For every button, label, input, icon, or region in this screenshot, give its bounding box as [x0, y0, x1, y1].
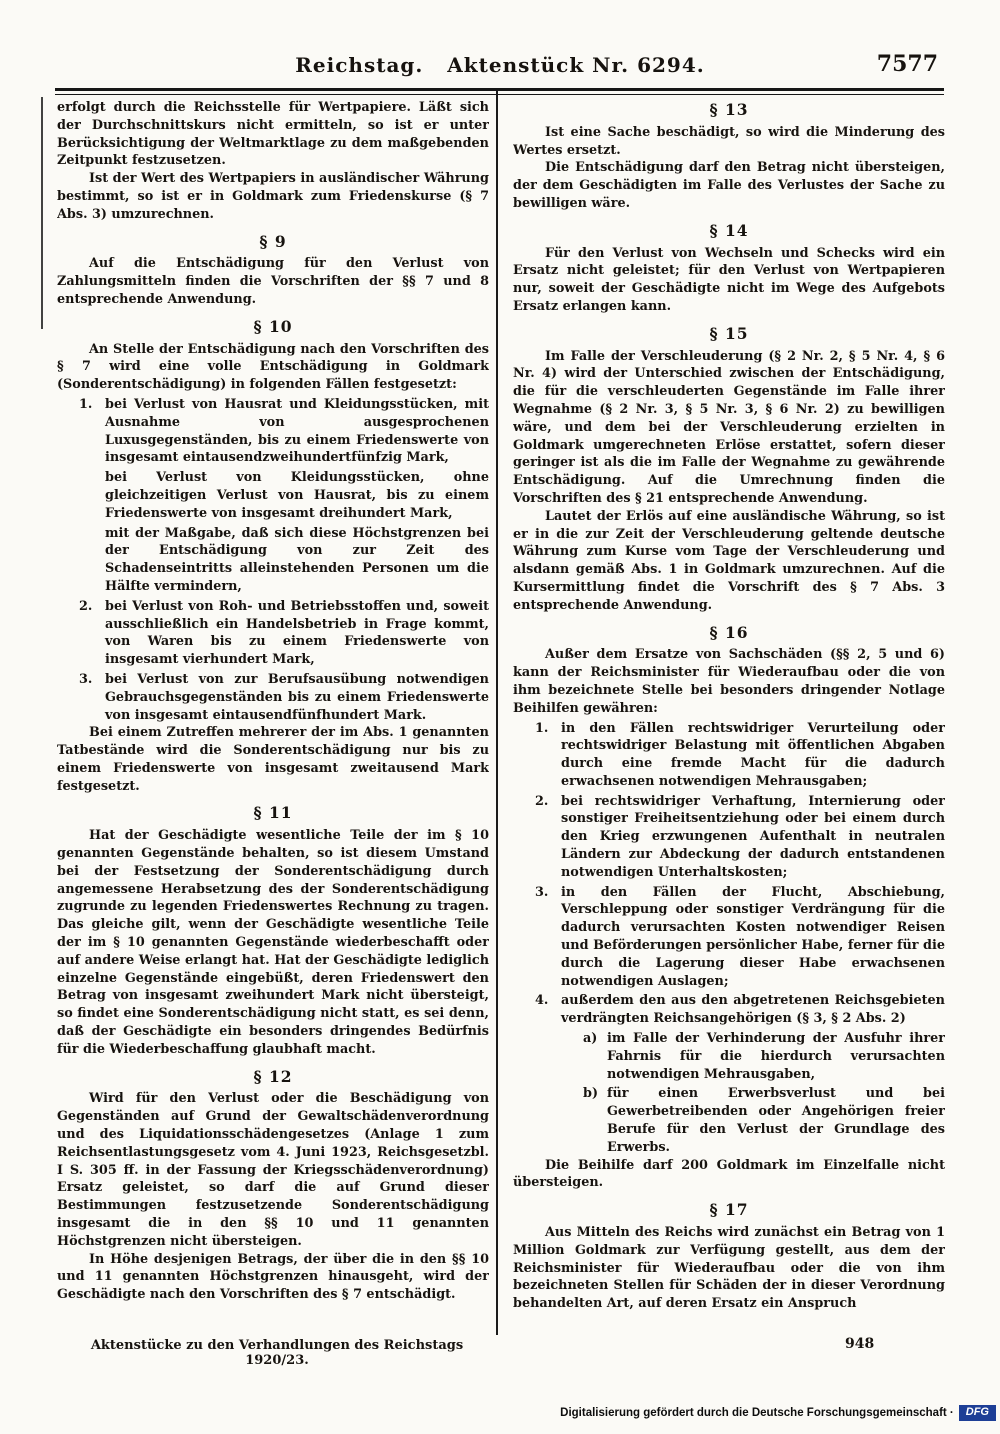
sub-list-marker: a)	[583, 1031, 598, 1047]
list-marker: 2.	[535, 793, 549, 809]
list-item-text: bei Verlust von Roh- und Betriebsstoffen und, soweit ausschließlich ein Handelsbetrieb in Frage kommt, von Waren bis zu einem Friedenswerte von insgesamt vierhundert Mark,	[105, 598, 489, 668]
paragraph-continuation: erfolgt durch die Reichsstelle für Wertpapiere. Läßt sich der Durchschnittskurs nicht ermitteln, so ist er unter Berücksichtigung der Weltmarktlage zu dem maßgebenden Zeitpunkt festzusetzen.	[57, 100, 489, 169]
list-item	[513, 992, 945, 1028]
footer-sheet-number: 948	[845, 1336, 875, 1352]
section-heading-17: § 17	[709, 1200, 749, 1220]
list-subparagraph: mit der Maßgabe, daß sich diese Höchstgrenzen bei der Entschädigung von zur Zeit des Schadenseintritts alleinstehenden Personen um die Hälfte vermindern,	[105, 525, 489, 594]
section-heading-15: § 15	[709, 323, 749, 343]
section-heading-12: § 12	[253, 1066, 293, 1086]
header-double-rule	[55, 88, 944, 95]
paragraph: Ist der Wert des Wertpapiers in ausländischer Währung bestimmt, so ist er in Goldmark zum Friedenskurse (§ 7 Abs. 3) umzurechnen.	[57, 171, 489, 222]
paragraph: An Stelle der Entschädigung nach den Vorschriften des § 7 wird eine volle Entschädigung in Goldmark (Sonderentschädigung) in folgenden Fällen festgesetzt:	[57, 341, 489, 393]
right-column	[513, 99, 945, 1313]
list-marker: 3.	[79, 671, 93, 687]
paragraph: In Höhe desjenigen Betrags, der über die in den §§ 10 und 11 genannten Höchstgrenzen hinausgeht, wird der Geschädigte nach den Vorschriften des § 7 entschädigt.	[57, 1251, 489, 1303]
list-item-text: bei Verlust von zur Berufsausübung notwendigen Gebrauchsgegenständen bis zu einem Friedenswerte von insgesamt eintausendfünfhundert Mark.	[105, 671, 489, 723]
sub-list-item-text: im Falle der Verhinderung der Ausfuhr ihrer Fahrnis für die hierdurch verursachten notwendigen Mehrausgaben,	[607, 1031, 945, 1082]
list-item	[57, 671, 489, 724]
sub-list-item-text: für einen Erwerbsverlust und bei Gewerbetreibenden oder Angehörigen freier Berufe für den Verlust der Grundlage des Erwerbs.	[607, 1086, 945, 1155]
sub-list-marker: b)	[583, 1086, 599, 1102]
document-header-title: Reichstag. Aktenstück Nr. 6294.	[295, 53, 705, 77]
list-item	[513, 884, 945, 991]
section-heading-10: § 10	[253, 316, 293, 336]
paragraph: Die Beihilfe darf 200 Goldmark im Einzelfalle nicht übersteigen.	[513, 1157, 945, 1191]
section-heading-14: § 14	[709, 220, 749, 240]
list-marker: 1.	[79, 396, 93, 412]
list-marker: 3.	[535, 884, 549, 900]
list-item	[513, 793, 945, 882]
page-number: 7577	[876, 51, 938, 77]
digitization-credit-text: Digitalisierung gefördert durch die Deutsche Forschungsgemeinschaft ·	[560, 1407, 954, 1419]
paragraph: Im Falle der Verschleuderung (§ 2 Nr. 2, § 5 Nr. 4, § 6 Nr. 4) wird der Unterschied zwischen der Entschädigung, die für die verschleuderten Gegenstände im Falle ihrer Wegnahme (§ 2 Nr. 3, § 5 Nr. 3, § 6 Nr. 2) zu bewilligen wäre, und dem bei der Verschleuderung erzielten in Goldmark umgerechneten Erlöse erstattet, sofern dieser geringer ist als die im Falle der Wegnahme zu gewährende Entschädigung. Auf die Umrechnung finden die Vorschriften des § 21 entsprechende Anwendung.	[513, 348, 945, 506]
paragraph: Die Entschädigung darf den Betrag nicht übersteigen, der dem Geschädigten im Falle des Verlustes der Sache zu bewilligen wäre.	[513, 160, 945, 211]
list-marker: 1.	[535, 720, 549, 736]
list-subparagraph: bei Verlust von Kleidungsstücken, ohne gleichzeitigen Verlust von Hausrat, bis zu einem Friedenswerte von insgesamt dreihundert Mark,	[105, 470, 489, 521]
paragraph: Bei einem Zutreffen mehrerer der im Abs. 1 genannten Tatbestände wird die Sonderentschädigung nur bis zu einem Friedenswerte von insgesamt zweitausend Mark festgesetzt.	[57, 725, 489, 794]
paragraph: Ist eine Sache beschädigt, so wird die Minderung des Wertes ersetzt.	[513, 124, 945, 158]
paragraph: Außer dem Ersatze von Sachschäden (§§ 2, 5 und 6) kann der Reichsminister für Wiederaufbau oder die von ihm bezeichnete Stelle bei besonders dringender Notlage Beihilfen gewähren:	[513, 647, 945, 716]
section-heading-13: § 13	[709, 100, 749, 119]
list-item-text: bei rechtswidriger Verhaftung, Internierung oder sonstiger Freiheitsentziehung oder bei einem durch den Krieg erzwungenen Aufenthalt in neutralen Ländern zur Abdeckung der dadurch entstandenen notwendigen Unterhaltskosten;	[561, 793, 945, 880]
paragraph: Hat der Geschädigte wesentliche Teile der im § 10 genannten Gegenstände behalten, so ist diesem Umstand bei der Festsetzung der Sonderentschädigung durch angemessene Herabsetzung des der Sonderentschädigung zugrunde zu legenden Friedenswertes Rechnung zu tragen. Das gleiche gilt, wenn der Geschädigte wesentliche Teile der im § 10 genannten Gegenstände wiederbeschafft oder auf andere Weise erlangt hat. Hat der Geschädigte lediglich einzelne Gegenstände eingebüßt, deren Friedenswert den Betrag von insgesamt zweihundert Mark nicht übersteigt, so findet eine Sonderentschädigung nicht statt, es sei denn, daß der Geschädigte ein besonders dringendes Bedürfnis für die Wiederbeschaffung glaubhaft macht.	[57, 828, 489, 1057]
left-column	[57, 99, 489, 1304]
list-item	[57, 396, 489, 467]
sub-list-item	[513, 1030, 945, 1083]
list-item-text: in den Fällen rechtswidriger Verurteilung oder rechtswidriger Belastung mit öffentlichen Abgaben durch eine fremde Macht für die dadurch erwachsenen notwendigen Mehrausgaben;	[561, 720, 945, 789]
list-item-text: außerdem den aus den abgetretenen Reichsgebieten verdrängten Reichsangehörigen (§ 3, § 2 Abs. 2)	[561, 993, 945, 1027]
footer-note: Aktenstücke zu den Verhandlungen des Reichstags 1920/23.	[90, 1338, 464, 1368]
list-item	[57, 598, 489, 669]
list-marker: 4.	[535, 993, 549, 1009]
section-heading-9: § 9	[259, 231, 287, 251]
list-marker: 2.	[79, 598, 93, 614]
paragraph: Für den Verlust von Wechseln und Schecks wird ein Ersatz nicht geleistet; für den Verlust von Wertpapieren nur, soweit der Geschädigte nicht im Wege des Aufgebots Ersatz erlangen kann.	[513, 245, 945, 314]
scan-artifact-line	[41, 97, 43, 329]
section-heading-16: § 16	[709, 622, 749, 642]
paragraph: Lautet der Erlös auf eine ausländische Währung, so ist er in die zur Zeit der Verschleuderung geltende deutsche Währung zum Kurse vom Tage der Verschleuderung und alsdann gemäß Abs. 1 in Goldmark umzurechnen. Auf die Kursermittlung findet die Vorschrift des § 7 Abs. 3 entsprechende Anwendung.	[513, 508, 945, 613]
section-heading-11: § 11	[253, 803, 293, 823]
list-item-text: in den Fällen der Flucht, Abschiebung, Verschleppung oder sonstiger Verdrängung für die dadurch verursachten Kosten notwendiger Reisen und Beförderungen persönlicher Habe, ferner für die durch die Lagerung dieser Habe erwachsenen notwendigen Auslagen;	[561, 884, 945, 989]
paragraph: Auf die Entschädigung für den Verlust von Zahlungsmitteln finden die Vorschriften der §§ 7 und 8 entsprechende Anwendung.	[57, 256, 489, 307]
digitization-credit-bar	[560, 1403, 996, 1423]
paragraph: Wird für den Verlust oder die Beschädigung von Gegenständen auf Grund der Gewaltschädenverordnung und des Liquidationsschädengesetzes (Anlage 1 zum Reichsentlastungsgesetz vom 4. Juni 1923, Reichsgesetzbl. I S. 305 ff. in der Fassung der Kriegsschädenverordnung) Ersatz geleistet, so darf die auf Grund dieser Bestimmungen festzusetzende Sonderentschädigung insgesamt die in den §§ 10 und 11 genannten Höchstgrenzen nicht übersteigen.	[57, 1091, 489, 1249]
sub-list-item	[513, 1085, 945, 1156]
dfg-logo: DFG	[959, 1405, 996, 1421]
list-item	[513, 720, 945, 791]
list-item-text: bei Verlust von Hausrat und Kleidungsstücken, mit Ausnahme von ausgesprochenen Luxusgegenständen, bis zu einem Friedenswerte von insgesamt eintausendzweihundertfünfzig Mark,	[105, 396, 489, 466]
paragraph: Aus Mitteln des Reichs wird zunächst ein Betrag von 1 Million Goldmark zur Verfügung gestellt, aus dem der Reichsminister für Wiederaufbau oder die von ihm bezeichneten Stellen für Schäden der in dieser Verordnung behandelten Art, auf deren Ersatz ein Anspruch	[513, 1225, 945, 1312]
column-divider-rule	[496, 91, 498, 1335]
